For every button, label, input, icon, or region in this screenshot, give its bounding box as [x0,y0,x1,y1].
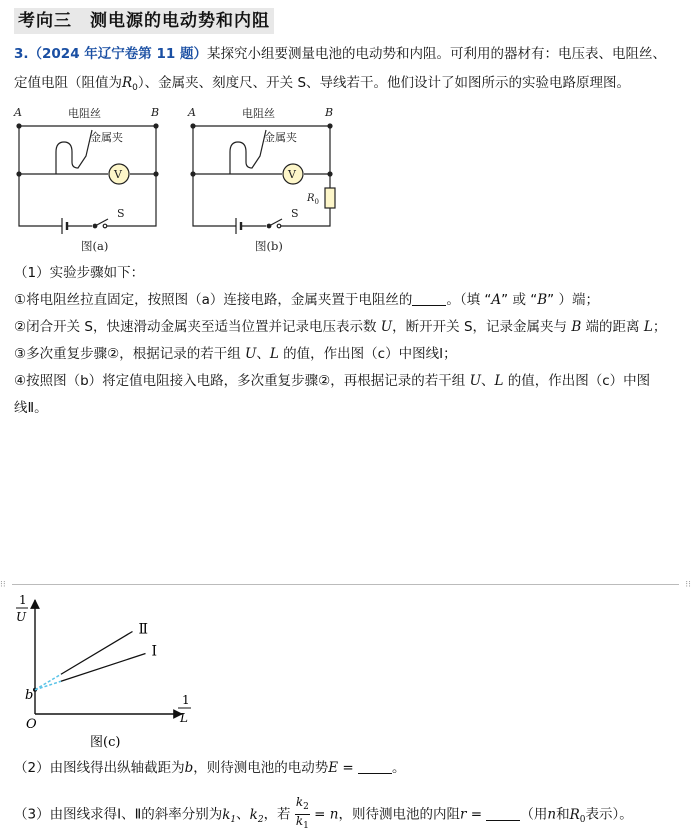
circuit-a-label-B: B [151,106,160,119]
step-2-L: L [643,319,653,335]
intro-text-a: 某探究小组要测量电池的电动势和内阻。可利用的器材有：电压表、电阻丝、 [206,46,666,62]
step-4-text-b: 、 [480,373,495,389]
circuit-b-label-A: A [188,106,196,119]
step-3-U: U [245,346,257,362]
q3-R0: $R_0$ [569,806,586,825]
question-2 [14,757,406,779]
circuit-b-metal-clip [230,130,266,174]
series-1-extrapolation [35,681,61,690]
circuit-a [13,106,159,253]
circuit-b-battery-icon [236,218,266,234]
q3-r: r [459,806,467,823]
step-2-B: B [571,319,582,335]
problem-number: 3.（2024 年辽宁卷第 11 题） [14,46,207,62]
y-axis-label-den: U [16,610,27,624]
step-4 [14,370,650,392]
r0-subscript: 0 [132,83,138,93]
q2-E: E [328,760,339,776]
circuit-b-resistor-label: $R_0$ [307,193,319,206]
intro-text-b2: ）、金属夹、刻度尺、开关 S、导线若干。他们设计了如图所示的实验电路原理图。 [137,75,631,91]
step-1-answer-blank[interactable] [412,291,446,306]
r0-symbol: R [122,75,133,91]
step-1-A: A [491,292,502,308]
q3-n-ref: n [547,806,557,823]
circuit-a-metal-clip [56,130,92,174]
circuit-b [187,106,335,253]
series-2-line [61,632,133,675]
circuit-a-voltmeter-label: V [114,168,122,181]
circuit-a-label-A: A [14,106,22,119]
x-axis-label-den: L [180,711,188,725]
circuit-b-voltmeter-label: V [288,168,296,181]
q2-eq: = [338,760,359,776]
step-1-text-a: ①将电阻丝拉直固定，按照图（a）连接电路，金属夹置于电阻丝的 [14,292,413,308]
step-2-text-d: ； [652,319,667,335]
step-3-L: L [269,346,279,362]
circuit-a-switch-icon [93,219,108,228]
step-2 [14,316,666,338]
page-break-mark-left: ⁝⁝ [0,580,6,590]
page-break-mark-right: ⁝⁝ [685,580,691,590]
step-4-text-c: 的值，作出图（c）中图 [507,373,651,389]
circuit-a-battery-icon [62,218,92,234]
step-3-text-b: 、 [256,346,270,362]
step-4-U: U [469,373,481,389]
chart-caption: 图(c) [90,735,121,750]
step-2-text-b: ，断开开关 S，记录金属夹与 [392,319,568,335]
circuit-a-wire-label: 电阻丝 [68,107,101,120]
q3-text-b: ，若 [263,806,291,823]
q3-text-f: （用 [520,806,548,823]
q3-ratio: $\frac{k_2}{k_1}$ [295,795,309,831]
step-2-text-a: ②闭合开关 S，快速滑动金属夹至适当位置并记录电压表示数 [14,319,377,335]
circuit-diagrams [0,100,691,260]
y-axis-label-num: 1 [19,593,27,607]
step-1-text-c: ” 或 “ [501,292,538,308]
q3-text-h: 表示）。 [585,806,633,823]
circuit-b-clip-label: 金属夹 [264,131,297,144]
page-break [0,578,691,592]
step-1-text-d: ” ）端； [547,292,599,308]
origin-label: O [26,717,37,732]
problem-intro-line2 [14,72,630,99]
question-3 [14,796,633,833]
q3-text-g: 和 [556,806,570,823]
q3-eq: = [309,806,330,823]
series-2-extrapolation [35,674,61,690]
q3-k2: $k_2$ [249,806,264,825]
circuit-b-resistor-icon [325,188,335,208]
series-2-label: Ⅱ [138,621,149,638]
page-break-line [12,584,679,585]
step-2-text-c: 端的距离 [585,319,640,335]
section-title: 考向三 测电源的电动势和内阻 [14,8,274,34]
steps-heading: （1）实验步骤如下： [14,265,145,281]
q2-answer-blank[interactable] [358,759,392,774]
step-2-U: U [380,319,393,335]
x-axis-label-num: 1 [182,693,190,707]
q3-answer-blank[interactable] [486,806,520,821]
step-3 [14,343,457,365]
step-3-text-a: ③多次重复步骤②，根据记录的若干组 [14,346,241,362]
circuit-b-wire-label: 电阻丝 [242,107,275,120]
q3-k1: $k_1$ [222,806,237,825]
circuit-b-switch-icon [267,219,282,228]
q3-n: n [329,806,339,823]
circuit-b-caption: 图(b) [255,239,283,253]
intro-text-b1: 定值电阻（阻值为 [14,75,122,91]
graph-c [10,592,230,752]
q3-text-a: （3）由图线求得Ⅰ、Ⅱ的斜率分别为 [14,806,223,823]
step-4-cont: 线Ⅱ。 [14,400,48,416]
q2-text-d: 。 [392,760,406,776]
q3-eq2: = [466,806,487,823]
q2-text-b: ，则待测电池的电动势 [193,760,329,776]
series-1-label: Ⅰ [151,643,158,660]
circuit-b-switch-label: S [291,207,299,220]
circuit-a-clip-label: 金属夹 [90,131,123,144]
problem-intro-line1 [14,43,666,65]
intercept-label: b [25,688,34,703]
step-4-L: L [494,373,504,389]
circuit-b-label-B: B [325,106,334,119]
q2-b: b [184,760,194,776]
q3-sep: 、 [236,806,250,823]
q2-text-a: （2）由图线得出纵轴截距为 [14,760,185,776]
circuit-a-switch-label: S [117,207,125,220]
step-3-text-c: 的值，作出图（c）中图线Ⅰ； [283,346,457,362]
step-1-B: B [537,292,548,308]
q3-text-d: ，则待测电池的内阻 [338,806,460,823]
step-4-text-a: ④按照图（b）将定值电阻接入电路，多次重复步骤②，再根据记录的若干组 [14,373,466,389]
step-1-text-b: 。（填 “ [446,292,492,308]
step-1 [14,289,599,311]
circuit-a-caption: 图(a) [81,239,109,253]
